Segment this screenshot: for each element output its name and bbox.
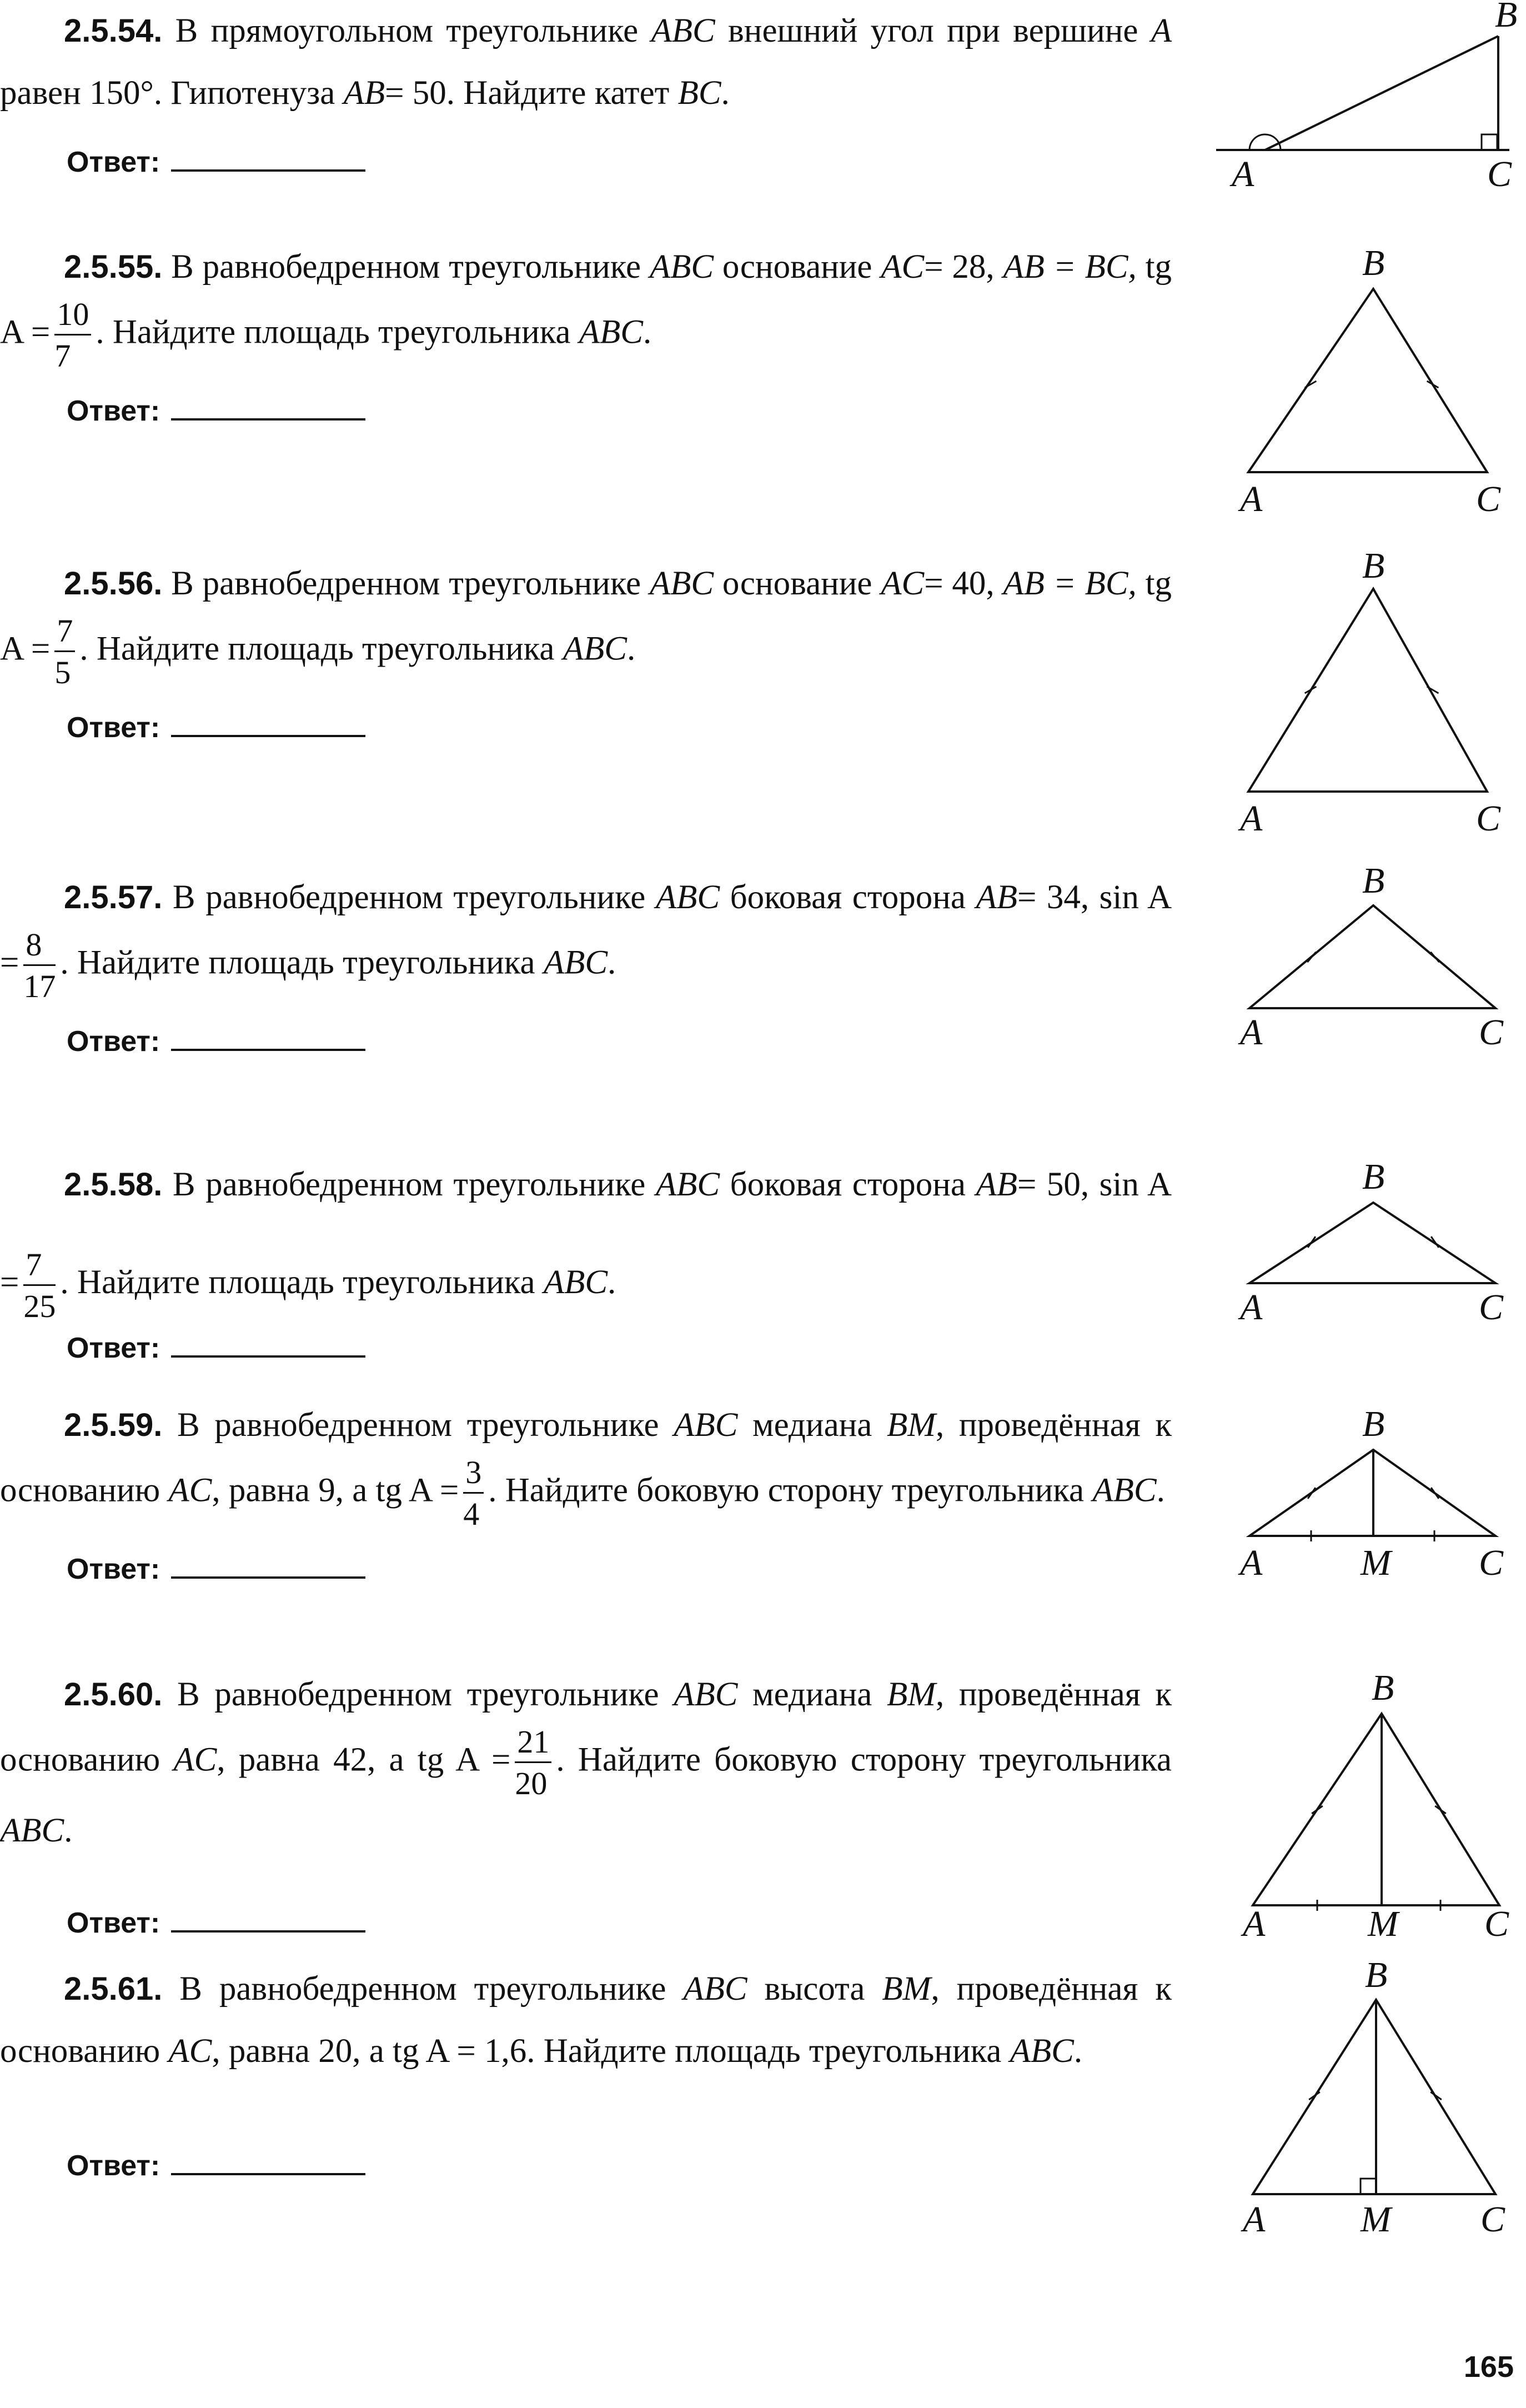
problem-text: 2.5.56. В равнобедренном треугольнике ABC основание AC= 40, AB = BC, tg A = $\frac{7}{5}$ . Найдите площадь треугольника ABC. xyxy=(0,565,1172,690)
answer-label: Ответ: xyxy=(67,1332,160,1364)
problem-number: 2.5.61. xyxy=(64,1971,163,2007)
var: ABC xyxy=(649,565,714,602)
fraction-num: 8 xyxy=(23,929,56,966)
fraction-den: 4 xyxy=(463,1496,480,1532)
text-part: высота xyxy=(747,1970,882,2007)
fraction-den: 5 xyxy=(54,654,71,690)
fraction-num: 7 xyxy=(23,1249,56,1286)
var: ABC xyxy=(674,1406,738,1444)
answer-field[interactable] xyxy=(67,146,1172,179)
text-part: равен 150°. Гипотенуза xyxy=(0,74,344,112)
problem-text: 2.5.61. В равнобедренном треугольнике ABC высота BM, проведённая к основанию AC, равна 20, а tg A = 1,6. Найдите площадь треугольника ABC. xyxy=(0,1970,1172,2070)
label-b: B xyxy=(1362,1157,1385,1197)
text-part: . Найдите площадь треугольника xyxy=(526,2032,1010,2070)
fraction-den: 7 xyxy=(54,338,71,374)
answer-label: Ответ: xyxy=(67,2150,160,2182)
problem-2-5-55 xyxy=(0,236,1172,428)
text-part: В равнобедренном треугольнике xyxy=(179,1970,684,2007)
label-m: M xyxy=(1361,2199,1391,2240)
problem-text: 2.5.57. В равнобедренном треугольнике ABC боковая сторона AB= 34, sin A = $\frac{8}{17}$ . Найдите площадь треугольника ABC. xyxy=(0,879,1172,1004)
label-b: B xyxy=(1365,1958,1388,1995)
problem-2-5-60 xyxy=(0,1664,1172,1940)
label-m: M xyxy=(1361,1543,1391,1583)
answer-label: Ответ: xyxy=(67,1553,160,1585)
fraction-den: 25 xyxy=(23,1288,56,1324)
text-part: , равна 42, а xyxy=(217,1741,418,1779)
answer-line[interactable] xyxy=(171,2167,365,2175)
text-part: В равнобедренном треугольнике xyxy=(171,248,650,286)
text-part: основание xyxy=(714,565,881,602)
var: ABC xyxy=(655,879,720,916)
label-a: A xyxy=(1243,1904,1266,1944)
text-part: боковая сторона xyxy=(720,1166,976,1203)
var: AC xyxy=(881,248,925,286)
function: tg A = xyxy=(0,248,1172,351)
text-part: , проведённая к основанию xyxy=(0,1406,1172,1509)
answer-field[interactable] xyxy=(67,711,1172,744)
problem-number: 2.5.54. xyxy=(64,13,163,49)
var: ABC xyxy=(683,1970,747,2007)
label-c: C xyxy=(1479,1012,1504,1053)
label-b: B xyxy=(1362,864,1385,901)
fraction-num: 7 xyxy=(54,615,75,652)
answer-label: Ответ: xyxy=(67,146,160,178)
fraction-num: 10 xyxy=(54,298,91,336)
var: AB xyxy=(976,1166,1017,1203)
fraction xyxy=(54,615,75,689)
answer-line[interactable] xyxy=(171,413,365,420)
label-a: A xyxy=(1240,479,1263,519)
var: ABC xyxy=(1010,2032,1074,2070)
text-part: основание xyxy=(714,248,881,286)
text-part: = 50. Найдите катет xyxy=(385,74,678,112)
text-part: внешний угол при вершине xyxy=(728,12,1151,49)
text-part: = 34, xyxy=(1017,879,1090,916)
problem-2-5-56 xyxy=(0,553,1172,744)
problem-text: 2.5.60. В равнобедренном треугольнике ABC медиана BM, проведённая к основанию AC, равна 42, а tg A = $\frac{21}{20}$ . Найдите боковую сторону треугольника ABC. xyxy=(0,1676,1172,1849)
answer-label: Ответ: xyxy=(67,395,160,427)
var: AB xyxy=(976,879,1017,916)
figure-median-59 xyxy=(1215,1389,1526,1600)
answer-field[interactable] xyxy=(67,1331,1172,1365)
problem-number: 2.5.60. xyxy=(64,1676,163,1713)
problem-2-5-61 xyxy=(0,1958,1172,2182)
label-a: A xyxy=(1240,798,1263,839)
label-b: B xyxy=(1362,545,1385,586)
label-b: B xyxy=(1362,243,1385,283)
text-part: . Найдите площадь треугольника xyxy=(96,313,579,351)
answer-line[interactable] xyxy=(171,1043,365,1051)
text-part: . Найдите боковую сторону треугольника xyxy=(556,1741,1172,1779)
page-number: 165 xyxy=(1463,2350,1514,2384)
fraction xyxy=(54,298,91,372)
var: AB = BC, xyxy=(1003,248,1137,286)
var: A xyxy=(1151,12,1172,49)
var: ABC xyxy=(543,944,608,982)
answer-label: Ответ: xyxy=(67,712,160,744)
figure-median-60 xyxy=(1215,1655,1526,1950)
label-c: C xyxy=(1484,1904,1509,1944)
label-a: A xyxy=(1240,1012,1263,1053)
function: tg A = xyxy=(417,1741,511,1779)
text-part: . Найдите площадь треугольника xyxy=(60,944,544,982)
problem-number: 2.5.56. xyxy=(64,565,163,602)
function: tg A = xyxy=(375,1471,459,1509)
answer-label: Ответ: xyxy=(67,1907,160,1939)
label-c: C xyxy=(1479,1543,1504,1583)
fraction xyxy=(515,1726,551,1800)
text-part: медиана xyxy=(737,1406,887,1444)
var: AC xyxy=(881,565,925,602)
fraction xyxy=(463,1456,484,1530)
var: ABC xyxy=(655,1166,720,1203)
problem-number: 2.5.57. xyxy=(64,879,163,915)
label-b: B xyxy=(1495,0,1518,35)
problem-2-5-58 xyxy=(0,1136,1172,1365)
figure-height-61 xyxy=(1215,1958,1526,2252)
label-c: C xyxy=(1476,798,1501,839)
function: tg A = 1,6 xyxy=(393,2032,527,2070)
figure-isosceles-58 xyxy=(1215,1133,1526,1333)
text-part: = 40, xyxy=(924,565,995,602)
text-part: В равнобедренном треугольнике xyxy=(162,1166,656,1203)
fraction-den: 17 xyxy=(23,968,56,1004)
var: BM xyxy=(886,1676,936,1713)
var: AB xyxy=(343,74,385,112)
var: ABC xyxy=(651,12,715,49)
label-c: C xyxy=(1480,2199,1505,2240)
text-part: , проведённая к основанию xyxy=(0,1676,1172,1779)
text-part: В равнобедренном треугольнике xyxy=(171,565,650,602)
problem-number: 2.5.59. xyxy=(64,1407,163,1443)
problem-text: 2.5.59. В равнобедренном треугольнике ABC медиана BM, проведённая к основанию AC, равна 9, а tg A = $\frac{3}{4}$ . Найдите боковую сторону треугольника ABC. xyxy=(0,1406,1172,1532)
var: ABC xyxy=(0,1812,64,1849)
var: AB = BC, xyxy=(1003,565,1137,602)
label-c: C xyxy=(1479,1287,1504,1328)
label-a: A xyxy=(1240,1543,1263,1583)
text-part: = 50, xyxy=(1017,1166,1090,1203)
text-part: , равна 20, а xyxy=(212,2032,393,2070)
answer-line[interactable] xyxy=(171,729,365,737)
text-part: . Найдите боковую сторону треугольника xyxy=(488,1471,1093,1509)
var: BM xyxy=(886,1406,936,1444)
text-part: В равнобедренном треугольнике xyxy=(177,1406,674,1444)
text-part: , равна 9, а xyxy=(212,1471,376,1509)
var: BM xyxy=(882,1970,931,2007)
var: AC xyxy=(168,1471,212,1509)
problem-text: 2.5.55. В равнобедренном треугольнике ABC основание AC= 28, AB = BC, tg A = $\frac{10}{7}$ . Найдите площадь треугольника ABC. xyxy=(0,248,1172,374)
var: ABC xyxy=(563,630,627,668)
problem-text: 2.5.54. В прямоугольном треугольнике ABC внешний угол при вершине A равен 150°. Гипотенуза AB= 50. Найдите катет BC. xyxy=(0,12,1172,112)
problem-2-5-54 xyxy=(0,0,1172,179)
answer-line[interactable] xyxy=(171,164,365,172)
var: ABC xyxy=(1092,1471,1157,1509)
problem-2-5-57 xyxy=(0,867,1172,1058)
problem-number: 2.5.58. xyxy=(64,1167,163,1203)
answer-field[interactable] xyxy=(67,2149,1172,2182)
fraction-den: 20 xyxy=(515,1765,548,1801)
fraction-num: 3 xyxy=(463,1456,484,1494)
label-c: C xyxy=(1476,479,1501,519)
function: sin A = xyxy=(0,1166,1172,1301)
label-a: A xyxy=(1240,1287,1263,1328)
answer-line[interactable] xyxy=(171,1571,365,1579)
figure-right-triangle xyxy=(1215,0,1526,200)
text-part: В прямоугольном треугольнике xyxy=(175,12,651,49)
var: ABC xyxy=(649,248,714,286)
fraction xyxy=(23,929,56,1003)
var: BC xyxy=(677,74,721,112)
answer-field[interactable] xyxy=(67,1025,1172,1058)
label-m: M xyxy=(1368,1904,1398,1944)
text-part: В равнобедренном треугольнике xyxy=(177,1676,674,1713)
answer-field[interactable] xyxy=(67,1553,1172,1586)
figure-isosceles-56 xyxy=(1215,544,1526,844)
text-part: . Найдите площадь треугольника xyxy=(79,630,563,668)
text-part: В равнобедренном треугольнике xyxy=(162,879,656,916)
label-b: B xyxy=(1372,1668,1394,1708)
fraction-num: 21 xyxy=(515,1726,551,1763)
answer-line[interactable] xyxy=(171,1350,365,1358)
text-part: боковая сторона xyxy=(720,879,976,916)
text-part: = 28, xyxy=(924,248,995,286)
text-part: . Найдите площадь треугольника xyxy=(60,1264,544,1301)
var: ABC xyxy=(674,1676,738,1713)
function: sin A = xyxy=(0,879,1172,982)
answer-label: Ответ: xyxy=(67,1025,160,1058)
figure-isosceles-55 xyxy=(1215,228,1526,528)
label-a: A xyxy=(1243,2199,1266,2240)
var: ABC xyxy=(579,313,643,351)
var: ABC xyxy=(543,1264,608,1301)
text-part: медиана xyxy=(737,1676,887,1713)
text-part: , проведённая к основанию xyxy=(0,1970,1172,2070)
var: AC xyxy=(173,1741,217,1779)
var: AC xyxy=(168,2032,212,2070)
answer-line[interactable] xyxy=(171,1925,365,1933)
problem-number: 2.5.55. xyxy=(64,249,163,285)
answer-field[interactable] xyxy=(67,1906,1172,1940)
answer-field[interactable] xyxy=(67,394,1172,428)
function: tg A = xyxy=(0,565,1172,668)
label-b: B xyxy=(1362,1404,1385,1444)
label-a: A xyxy=(1232,154,1254,194)
fraction xyxy=(23,1246,56,1324)
label-c: C xyxy=(1487,154,1512,194)
figure-isosceles-57 xyxy=(1215,864,1526,1064)
problem-text: 2.5.58. В равнобедренном треугольнике ABC боковая сторона AB= 50, sin A = $\frac{7}{25}$ . Найдите площадь треугольника ABC. xyxy=(0,1166,1172,1324)
problem-2-5-59 xyxy=(0,1394,1172,1586)
